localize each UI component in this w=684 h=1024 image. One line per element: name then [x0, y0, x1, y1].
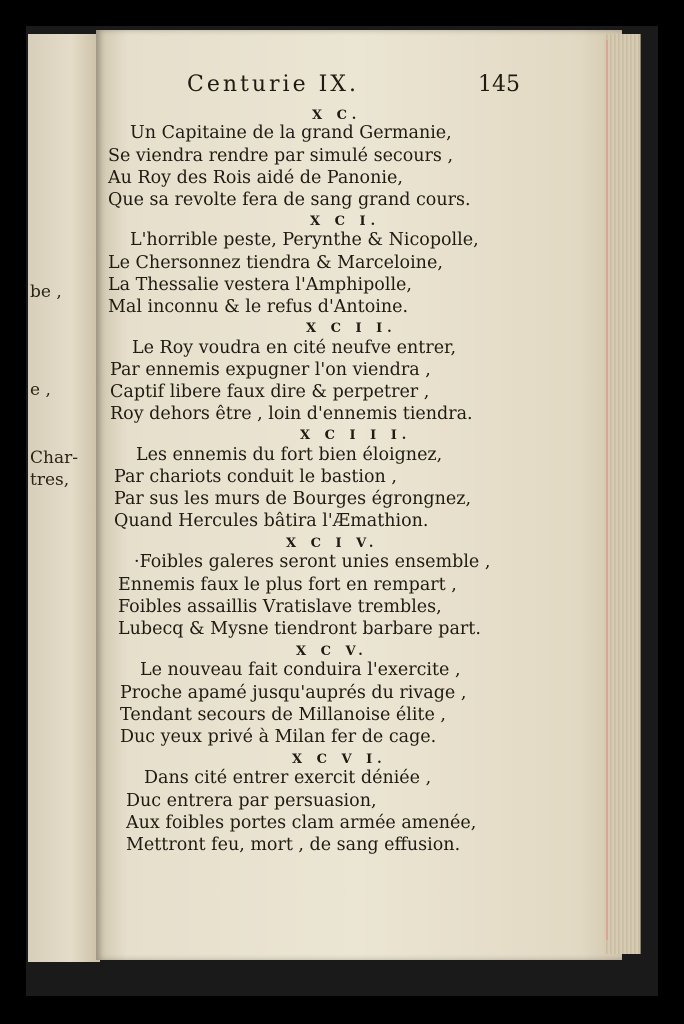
- verse-line: Foibles assaillis Vratislave trembles,: [118, 597, 442, 617]
- verse-line: Ennemis faux le plus fort en rempart ,: [118, 575, 457, 595]
- verse-line: La Thessalie vestera l'Amphipolle,: [108, 275, 412, 295]
- verse-line: Proche apamé jusqu'auprés du rivage ,: [120, 683, 467, 703]
- verse-line: Lubecq & Mysne tiendront barbare part.: [118, 619, 481, 639]
- page-edge-line: [606, 40, 608, 940]
- verse-line: Le Roy voudra en cité neufve entrer,: [132, 338, 457, 358]
- verse-line: Duc yeux privé à Milan fer de cage.: [120, 727, 437, 747]
- quatrain-numeral: X C I I.: [306, 321, 397, 336]
- verse-line: Le nouveau fait conduira l'exercite ,: [140, 660, 461, 680]
- verse-line: Le Chersonnez tiendra & Marceloine,: [108, 253, 443, 273]
- verse-line: ·Foibles galeres seront unies ensemble ,: [134, 552, 491, 572]
- verse-line: Roy dehors être , loin d'ennemis tiendra.: [110, 404, 473, 424]
- verse-line: Duc entrera par persuasion,: [126, 791, 377, 811]
- verse-line: Par ennemis expugner l'on viendra ,: [110, 360, 431, 380]
- verse-line: Au Roy des Rois aidé de Panonie,: [108, 168, 403, 188]
- page-edges: [604, 34, 641, 954]
- quatrain-numeral: X C I V.: [286, 536, 379, 551]
- left-page: [28, 34, 100, 962]
- verse-line: Mal inconnu & le refus d'Antoine.: [108, 297, 409, 317]
- quatrain-numeral: X C V I.: [292, 752, 387, 767]
- verse-line: Un Capitaine de la grand Germanie,: [130, 123, 452, 143]
- running-header-title: Centurie IX.: [187, 72, 359, 97]
- verse-line: Les ennemis du fort bien éloignez,: [136, 445, 443, 465]
- quatrain-numeral: X C I.: [310, 214, 381, 229]
- verse-line: Quand Hercules bâtira l'Æmathion.: [114, 511, 429, 531]
- left-page-fragment: Char-: [30, 448, 78, 468]
- quatrain-numeral: X C I I I.: [300, 428, 412, 443]
- page-number: 145: [478, 72, 520, 97]
- verse-line: Par sus les murs de Bourges égrongnez,: [114, 489, 472, 509]
- verse-line: L'horrible peste, Perynthe & Nicopolle,: [130, 230, 479, 250]
- verse-line: Par chariots conduit le bastion ,: [114, 467, 397, 487]
- verse-line: Aux foibles portes clam armée amenée,: [126, 813, 477, 833]
- quatrain-numeral: X C V.: [296, 644, 368, 659]
- verse-line: Mettront feu, mort , de sang effusion.: [126, 835, 461, 855]
- verse-line: Captif libere faux dire & perpetrer ,: [110, 382, 430, 402]
- verse-line: Que sa revolte fera de sang grand cours.: [108, 190, 471, 210]
- verse-line: Se viendra rendre par simulé secours ,: [108, 146, 454, 166]
- left-page-fragment: e ,: [30, 380, 51, 400]
- verse-line: Tendant secours de Millanoise élite ,: [120, 705, 446, 725]
- left-page-fragment: tres,: [30, 470, 70, 490]
- left-page-fragment: be ,: [30, 282, 62, 302]
- quatrain-numeral: X C.: [312, 108, 362, 123]
- verse-line: Dans cité entrer exercit déniée ,: [144, 768, 432, 788]
